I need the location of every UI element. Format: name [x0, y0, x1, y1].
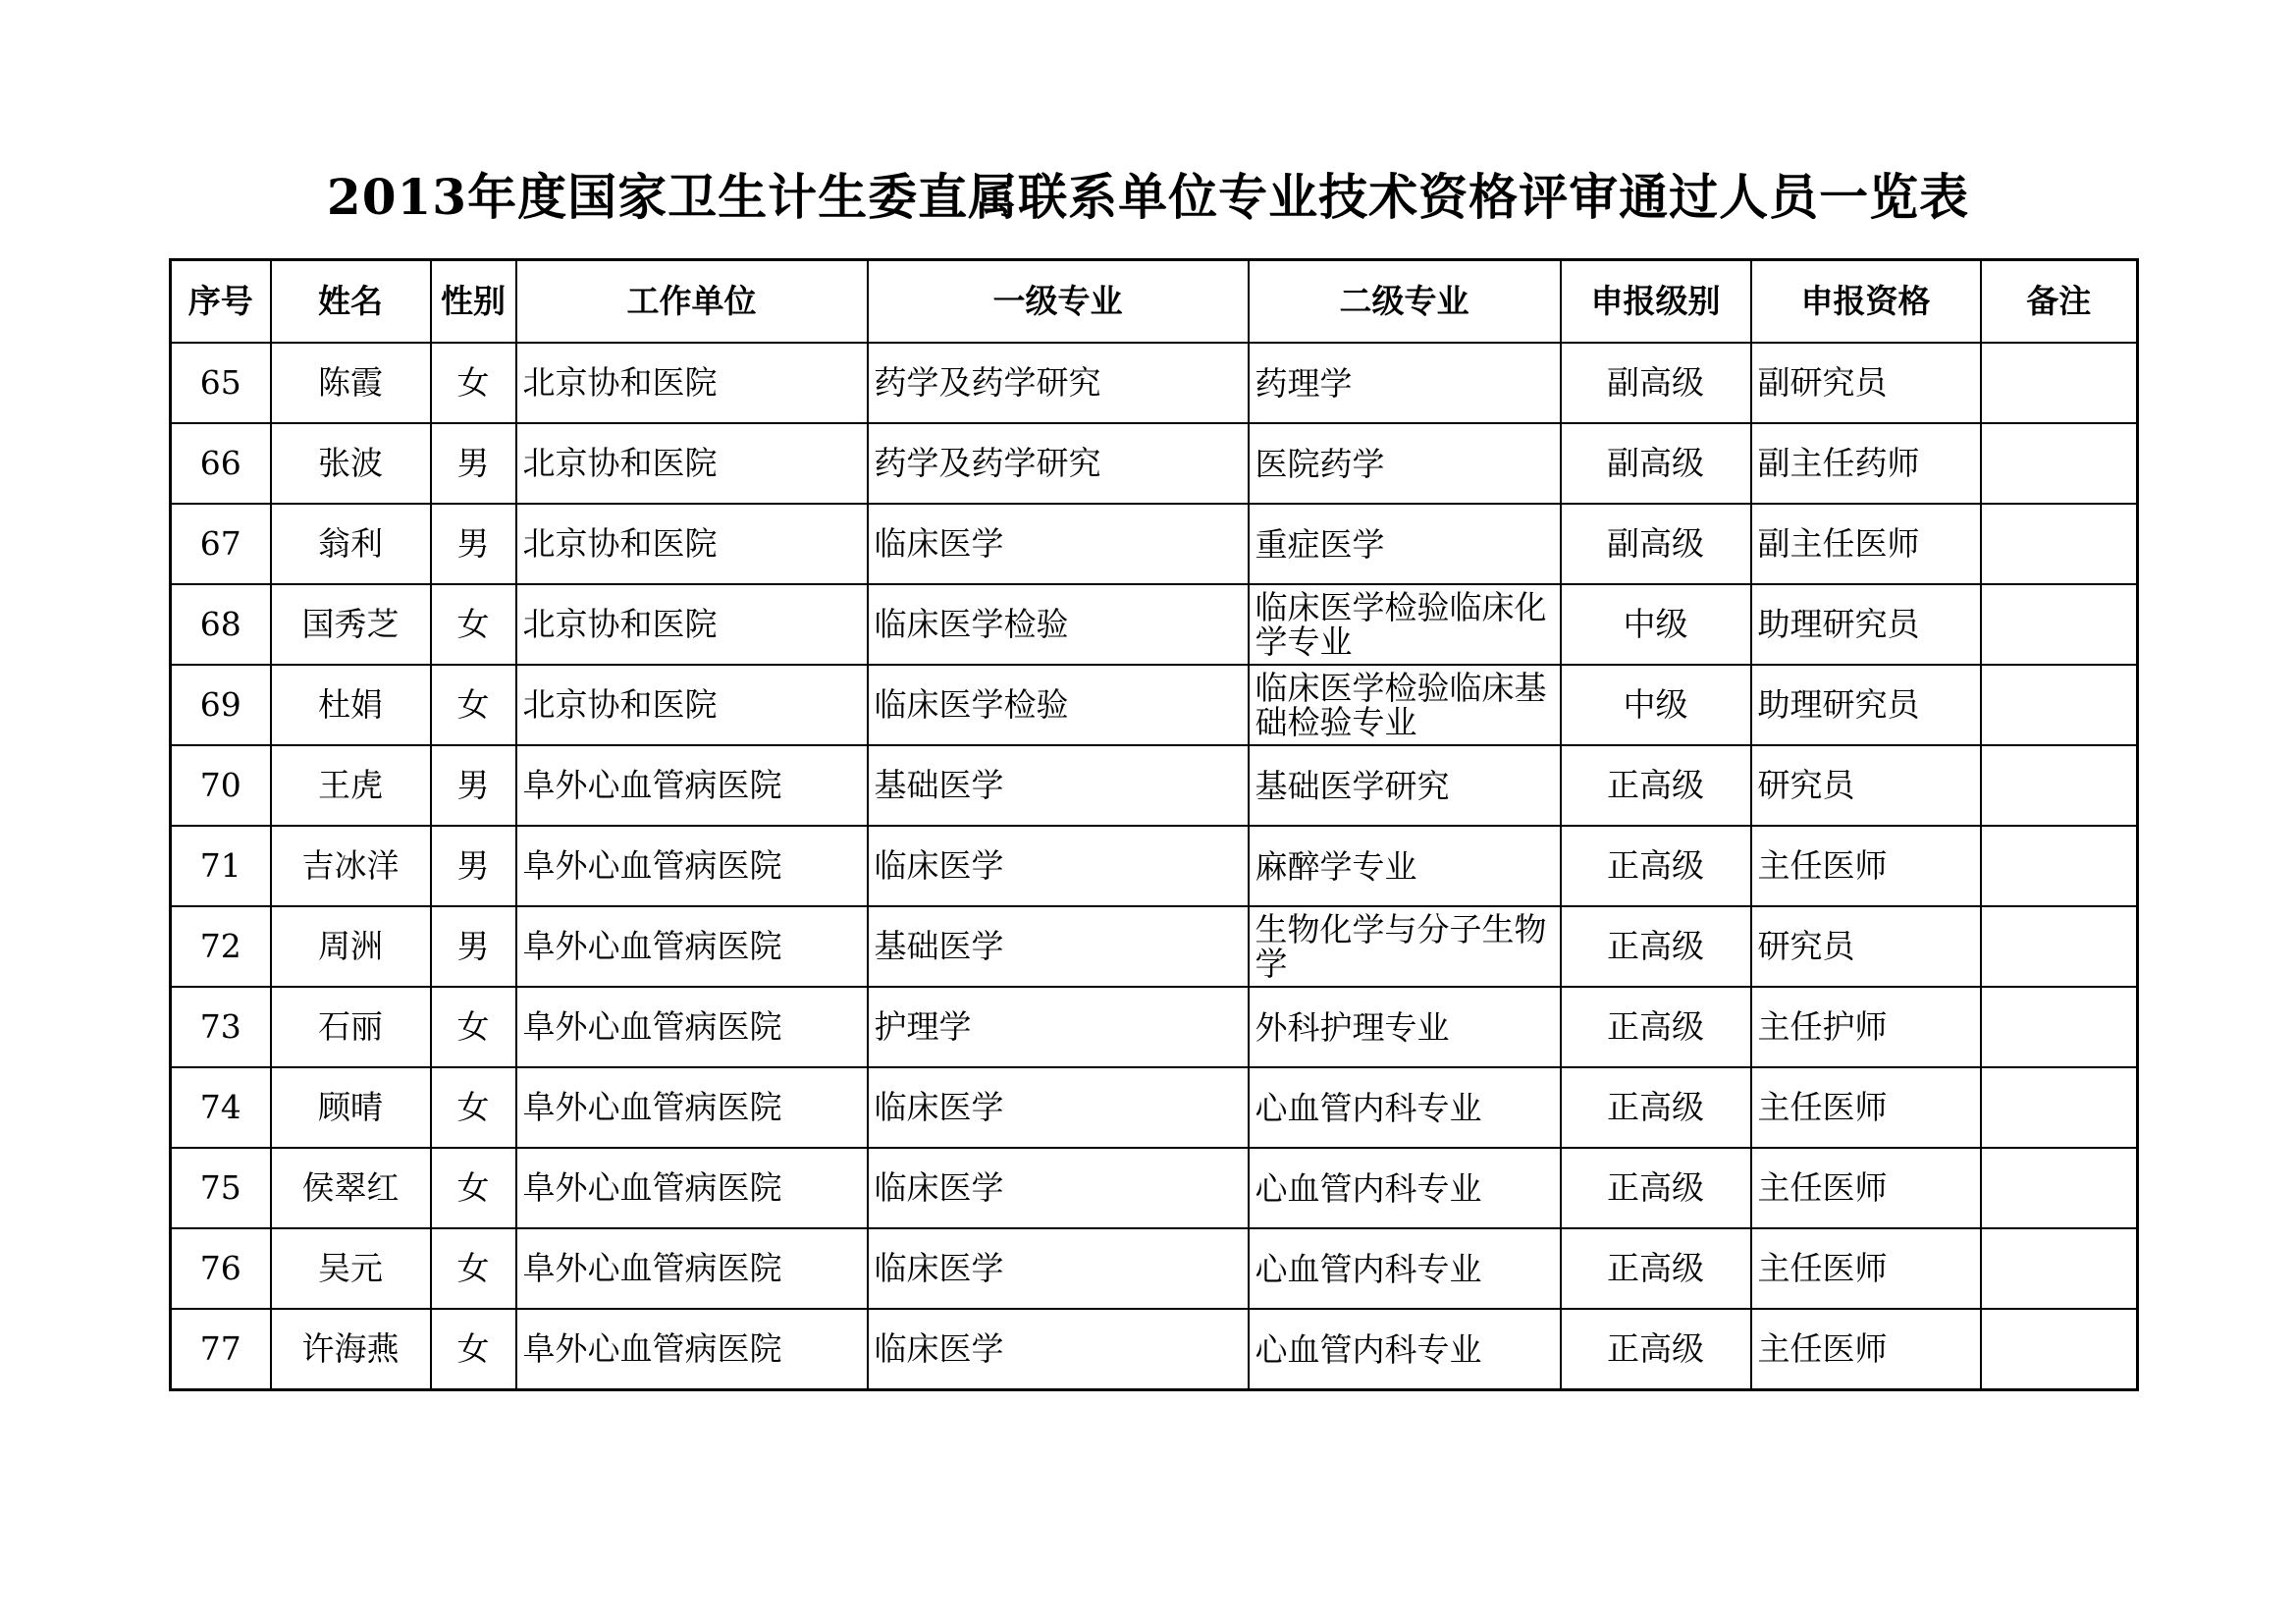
cell-major1: 临床医学	[868, 1309, 1249, 1390]
cell-no: 65	[171, 343, 271, 423]
cell-major2: 医院药学	[1249, 423, 1561, 504]
cell-name: 许海燕	[271, 1309, 431, 1390]
cell-qual: 研究员	[1751, 745, 1981, 826]
cell-qual: 主任医师	[1751, 1067, 1981, 1148]
cell-note	[1981, 1228, 2138, 1309]
cell-qual: 助理研究员	[1751, 584, 1981, 665]
cell-sex: 女	[431, 1228, 516, 1309]
table-header-row	[171, 260, 2138, 344]
cell-sex: 女	[431, 343, 516, 423]
cell-name: 顾晴	[271, 1067, 431, 1148]
results-table	[169, 258, 2139, 1391]
cell-note	[1981, 504, 2138, 584]
page-title: 2013年度国家卫生计生委直属联系单位专业技术资格评审通过人员一览表	[326, 168, 1970, 226]
cell-note	[1981, 584, 2138, 665]
cell-qual: 副主任医师	[1751, 504, 1981, 584]
cell-note	[1981, 665, 2138, 745]
header-no: 序号	[171, 260, 271, 344]
cell-major2: 药理学	[1249, 343, 1561, 423]
cell-major1: 临床医学	[868, 504, 1249, 584]
cell-note	[1981, 343, 2138, 423]
cell-qual: 副主任药师	[1751, 423, 1981, 504]
cell-qual: 副研究员	[1751, 343, 1981, 423]
cell-no: 75	[171, 1148, 271, 1228]
cell-level: 正高级	[1561, 987, 1751, 1067]
cell-level: 副高级	[1561, 343, 1751, 423]
cell-sex: 男	[431, 826, 516, 906]
table-row	[171, 343, 2138, 423]
cell-major1: 临床医学	[868, 1148, 1249, 1228]
table-row	[171, 1228, 2138, 1309]
table-row	[171, 826, 2138, 906]
cell-name: 侯翠红	[271, 1148, 431, 1228]
cell-unit: 北京协和医院	[516, 343, 868, 423]
cell-major1: 临床医学检验	[868, 584, 1249, 665]
cell-name: 杜娟	[271, 665, 431, 745]
cell-name: 吴元	[271, 1228, 431, 1309]
cell-no: 69	[171, 665, 271, 745]
cell-sex: 男	[431, 504, 516, 584]
cell-major2: 临床医学检验临床化学专业	[1249, 584, 1561, 665]
cell-qual: 主任医师	[1751, 1148, 1981, 1228]
cell-note	[1981, 745, 2138, 826]
cell-unit: 阜外心血管病医院	[516, 1228, 868, 1309]
cell-unit: 阜外心血管病医院	[516, 906, 868, 987]
cell-major2: 心血管内科专业	[1249, 1148, 1561, 1228]
cell-level: 正高级	[1561, 1067, 1751, 1148]
header-level: 申报级别	[1561, 260, 1751, 344]
cell-unit: 阜外心血管病医院	[516, 1148, 868, 1228]
table-row	[171, 1067, 2138, 1148]
cell-unit: 北京协和医院	[516, 665, 868, 745]
cell-sex: 男	[431, 745, 516, 826]
cell-level: 副高级	[1561, 504, 1751, 584]
cell-unit: 北京协和医院	[516, 584, 868, 665]
cell-qual: 主任医师	[1751, 826, 1981, 906]
cell-no: 66	[171, 423, 271, 504]
cell-unit: 阜外心血管病医院	[516, 987, 868, 1067]
header-major2: 二级专业	[1249, 260, 1561, 344]
cell-major1: 药学及药学研究	[868, 423, 1249, 504]
cell-unit: 北京协和医院	[516, 423, 868, 504]
cell-sex: 女	[431, 584, 516, 665]
cell-unit: 阜外心血管病医院	[516, 826, 868, 906]
cell-major1: 临床医学	[868, 1228, 1249, 1309]
cell-major2: 麻醉学专业	[1249, 826, 1561, 906]
header-name: 姓名	[271, 260, 431, 344]
cell-major2: 重症医学	[1249, 504, 1561, 584]
cell-level: 正高级	[1561, 745, 1751, 826]
cell-qual: 主任医师	[1751, 1309, 1981, 1390]
cell-level: 正高级	[1561, 906, 1751, 987]
cell-note	[1981, 826, 2138, 906]
cell-major1: 临床医学	[868, 1067, 1249, 1148]
cell-unit: 阜外心血管病医院	[516, 745, 868, 826]
cell-unit: 阜外心血管病医院	[516, 1067, 868, 1148]
cell-level: 中级	[1561, 584, 1751, 665]
cell-sex: 男	[431, 423, 516, 504]
cell-major1: 基础医学	[868, 745, 1249, 826]
cell-name: 国秀芝	[271, 584, 431, 665]
table-row	[171, 1309, 2138, 1390]
cell-name: 张波	[271, 423, 431, 504]
cell-unit: 阜外心血管病医院	[516, 1309, 868, 1390]
cell-no: 72	[171, 906, 271, 987]
cell-level: 正高级	[1561, 1148, 1751, 1228]
cell-sex: 女	[431, 1148, 516, 1228]
header-sex: 性别	[431, 260, 516, 344]
cell-no: 74	[171, 1067, 271, 1148]
table-row	[171, 906, 2138, 987]
cell-qual: 主任护师	[1751, 987, 1981, 1067]
cell-level: 中级	[1561, 665, 1751, 745]
cell-level: 副高级	[1561, 423, 1751, 504]
cell-no: 73	[171, 987, 271, 1067]
cell-major1: 基础医学	[868, 906, 1249, 987]
cell-level: 正高级	[1561, 826, 1751, 906]
header-major1: 一级专业	[868, 260, 1249, 344]
cell-note	[1981, 906, 2138, 987]
table-row	[171, 745, 2138, 826]
cell-major1: 药学及药学研究	[868, 343, 1249, 423]
cell-name: 王虎	[271, 745, 431, 826]
cell-major2: 生物化学与分子生物学	[1249, 906, 1561, 987]
cell-no: 71	[171, 826, 271, 906]
table-row	[171, 584, 2138, 665]
cell-major2: 心血管内科专业	[1249, 1067, 1561, 1148]
cell-name: 周洲	[271, 906, 431, 987]
cell-no: 68	[171, 584, 271, 665]
cell-qual: 研究员	[1751, 906, 1981, 987]
cell-major1: 临床医学	[868, 826, 1249, 906]
header-unit: 工作单位	[516, 260, 868, 344]
header-note: 备注	[1981, 260, 2138, 344]
table-row	[171, 504, 2138, 584]
cell-major2: 心血管内科专业	[1249, 1309, 1561, 1390]
cell-major2: 基础医学研究	[1249, 745, 1561, 826]
cell-no: 76	[171, 1228, 271, 1309]
cell-level: 正高级	[1561, 1228, 1751, 1309]
table-row	[171, 665, 2138, 745]
cell-major2: 心血管内科专业	[1249, 1228, 1561, 1309]
cell-note	[1981, 1309, 2138, 1390]
cell-major2: 临床医学检验临床基础检验专业	[1249, 665, 1561, 745]
cell-note	[1981, 423, 2138, 504]
cell-qual: 主任医师	[1751, 1228, 1981, 1309]
cell-no: 67	[171, 504, 271, 584]
header-qual: 申报资格	[1751, 260, 1981, 344]
cell-sex: 女	[431, 987, 516, 1067]
cell-major1: 护理学	[868, 987, 1249, 1067]
cell-name: 石丽	[271, 987, 431, 1067]
cell-major1: 临床医学检验	[868, 665, 1249, 745]
cell-unit: 北京协和医院	[516, 504, 868, 584]
cell-sex: 女	[431, 665, 516, 745]
cell-note	[1981, 1148, 2138, 1228]
cell-major2: 外科护理专业	[1249, 987, 1561, 1067]
cell-qual: 助理研究员	[1751, 665, 1981, 745]
cell-level: 正高级	[1561, 1309, 1751, 1390]
cell-sex: 男	[431, 906, 516, 987]
results-table-container	[169, 258, 2136, 1391]
cell-note	[1981, 987, 2138, 1067]
table-row	[171, 987, 2138, 1067]
cell-name: 翁利	[271, 504, 431, 584]
cell-sex: 女	[431, 1309, 516, 1390]
cell-sex: 女	[431, 1067, 516, 1148]
table-row	[171, 1148, 2138, 1228]
table-row	[171, 423, 2138, 504]
cell-name: 吉冰洋	[271, 826, 431, 906]
cell-name: 陈霞	[271, 343, 431, 423]
cell-no: 70	[171, 745, 271, 826]
cell-note	[1981, 1067, 2138, 1148]
cell-no: 77	[171, 1309, 271, 1390]
